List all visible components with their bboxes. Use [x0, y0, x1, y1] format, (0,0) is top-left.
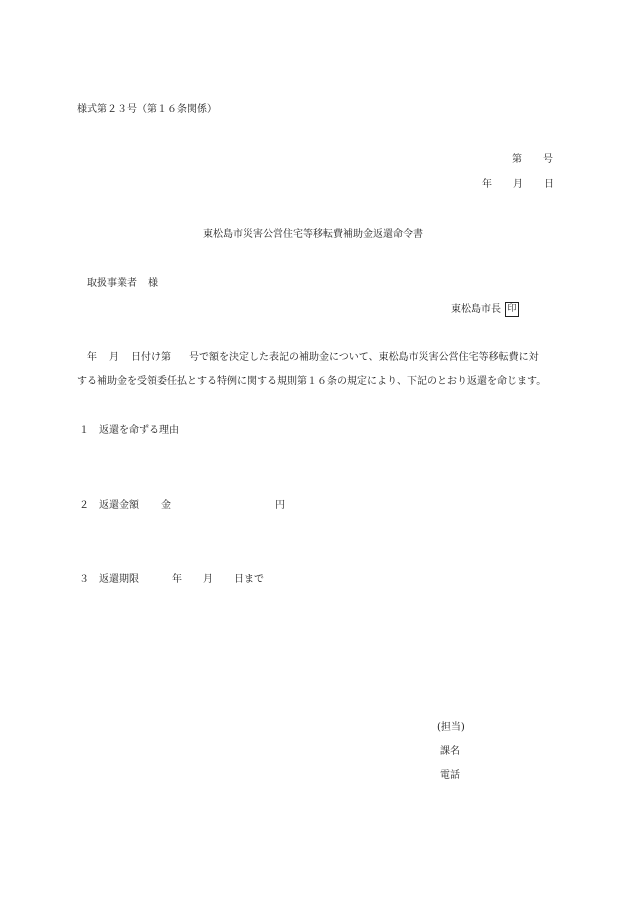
item-deadline-label: 返還期限	[99, 574, 139, 585]
contact-section: 課名	[440, 746, 460, 757]
item-amount-yen: 円	[275, 500, 285, 511]
item-amount-kin: 金	[161, 500, 171, 511]
item-deadline-year: 年	[172, 574, 182, 585]
issuer	[451, 302, 519, 317]
body-rest: 号で額を決定した表記の補助金について、東松島市災害公営住宅等移転費に対	[189, 352, 539, 363]
contact-header: (担当)	[437, 722, 465, 733]
item-amount	[79, 500, 285, 512]
body-date-phrase: 日付け第	[131, 352, 171, 363]
item-deadline-num: ３	[79, 574, 89, 585]
body-line-2: する補助金を受領委任払とする特例に関する規則第１６条の規定により、下記のとおり返還を命じます。	[77, 376, 547, 387]
item-deadline	[79, 574, 264, 586]
seal-mark: 印	[505, 302, 519, 317]
item-amount-num: ２	[79, 500, 89, 511]
date-year: 年	[482, 179, 492, 190]
item-reason	[79, 425, 179, 437]
date-line	[482, 179, 554, 191]
body-year: 年	[87, 352, 97, 363]
date-month: 月	[513, 179, 523, 190]
issuer-name: 東松島市長	[451, 304, 501, 315]
date-day: 日	[544, 179, 554, 190]
contact-phone: 電話	[440, 770, 460, 781]
document-title: 東松島市災害公営住宅等移転費補助金返還命令書	[203, 229, 423, 240]
addressee-suffix: 様	[148, 278, 158, 289]
addressee-name: 取扱事業者	[87, 278, 137, 289]
item-deadline-month: 月	[203, 574, 213, 585]
addressee	[87, 278, 158, 290]
item-amount-label: 返還金額	[99, 500, 139, 511]
body-month: 月	[109, 352, 119, 363]
item-reason-num: １	[79, 425, 89, 436]
form-number: 様式第２３号（第１６条関係）	[77, 104, 217, 115]
issue-number	[512, 154, 553, 166]
item-reason-label: 返還を命ずる理由	[99, 425, 179, 436]
item-deadline-until: 日まで	[234, 574, 264, 585]
issue-go: 号	[543, 154, 553, 165]
body-line-1	[87, 352, 539, 364]
issue-dai: 第	[512, 154, 522, 165]
